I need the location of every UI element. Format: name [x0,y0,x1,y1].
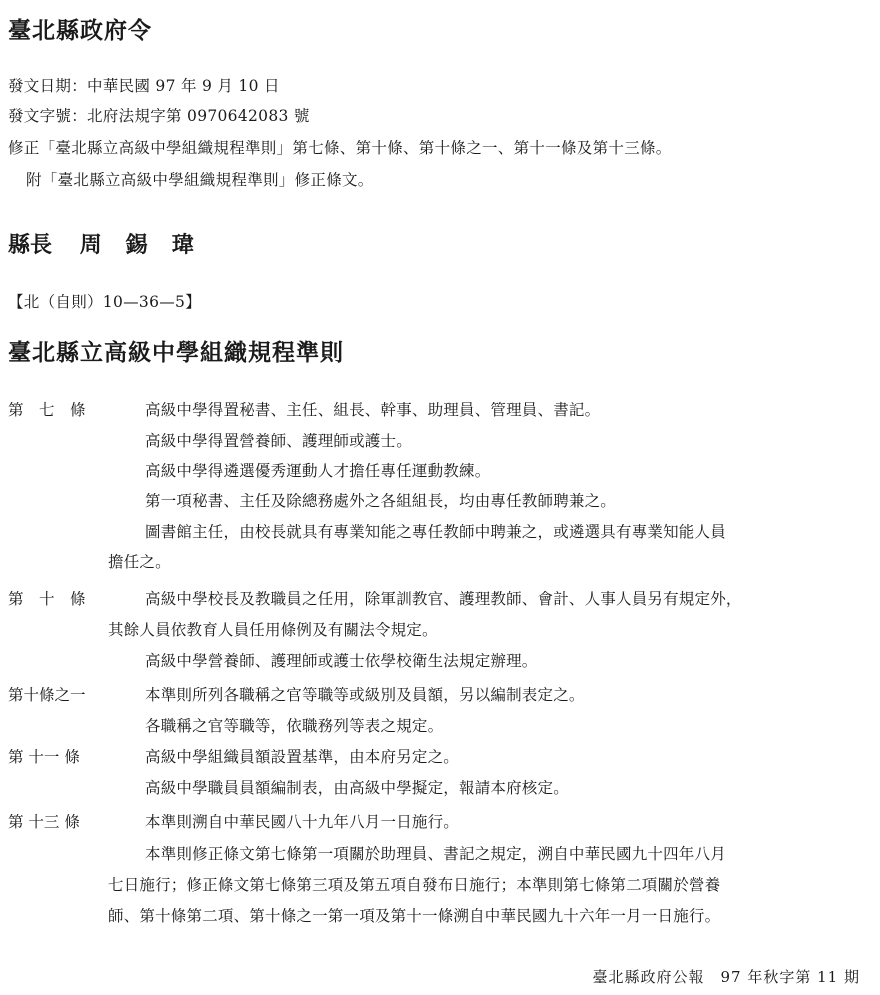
article-7-line-1: 高級中學得置秘書、主任、組長、幹事、助理員、管理員、書記。 [145,401,601,419]
article-13-line-1: 本準則溯自中華民國八十九年八月一日施行。 [145,813,460,831]
order-attachment: 附「臺北縣立高級中學組織規程準則」修正條文。 [26,171,374,189]
article-13-line-3: 七日施行；修正條文第七條第三項及第五項自發布日施行；本準則第七條第二項關於營養 [108,876,721,894]
document-number: 發文字號：北府法規字第 0970642083 號 [8,107,310,125]
article-10-line-1: 高級中學校長及教職員之任用，除軍訓教官、護理教師、會計、人事人員另有規定外， [145,590,742,608]
article-7-line-4: 第一項秘書、主任及除總務處外之各組組長，均由專任教師聘兼之。 [145,492,617,510]
magistrate-signature [8,228,218,259]
article-10-1-line-2: 各職稱之官等職等，依職務列等表之規定。 [145,717,444,735]
article-13-label: 第 十三 條 [8,813,80,831]
article-7-label: 第 七 條 [8,401,86,419]
gazette-footer: 臺北縣政府公報 97 年秋字第 11 期 [592,968,860,986]
order-title: 臺北縣政府令 [8,17,152,44]
article-13-line-2: 本準則修正條文第七條第一項關於助理員、書記之規定，溯自中華民國九十四年八月 [145,845,726,863]
magistrate-role: 縣長 [8,232,53,258]
article-11-line-1: 高級中學組織員額設置基準，由本府另定之。 [145,748,460,766]
reference-code: 【北（自則）10—36—5】 [8,293,202,311]
article-10-line-3: 高級中學營養師、護理師或護士依學校衛生法規定辦理。 [145,652,538,670]
article-10-1-line-1: 本準則所列各職稱之官等職等或級別及員額，另以編制表定之。 [145,686,585,704]
issue-date: 發文日期：中華民國 97 年 9 月 10 日 [8,77,280,95]
magistrate-name: 周錫瑋 [79,232,218,258]
article-10-line-2: 其餘人員依教育人員任用條例及有關法令規定。 [108,621,438,639]
article-11-line-2: 高級中學職員員額編制表，由高級中學擬定，報請本府核定。 [145,779,569,797]
order-content: 修正「臺北縣立高級中學組織規程準則」第七條、第十條、第十條之一、第十一條及第十三條。 [8,139,672,157]
article-7-line-2: 高級中學得置營養師、護理師或護士。 [145,432,412,450]
article-10-label: 第 十 條 [8,590,86,608]
article-7-line-6: 擔任之。 [108,553,171,571]
regulation-title: 臺北縣立高級中學組織規程準則 [8,339,344,366]
article-7-line-3: 高級中學得遴選優秀運動人才擔任專任運動教練。 [145,462,491,480]
article-7-line-5: 圖書館主任，由校長就具有專業知能之專任教師中聘兼之，或遴選具有專業知能人員 [145,523,726,541]
article-10-1-label: 第十條之一 [8,686,86,704]
article-13-line-4: 師、第十條第二項、第十條之一第一項及第十一條溯自中華民國九十六年一月一日施行。 [108,907,721,925]
article-11-label: 第 十一 條 [8,748,80,766]
